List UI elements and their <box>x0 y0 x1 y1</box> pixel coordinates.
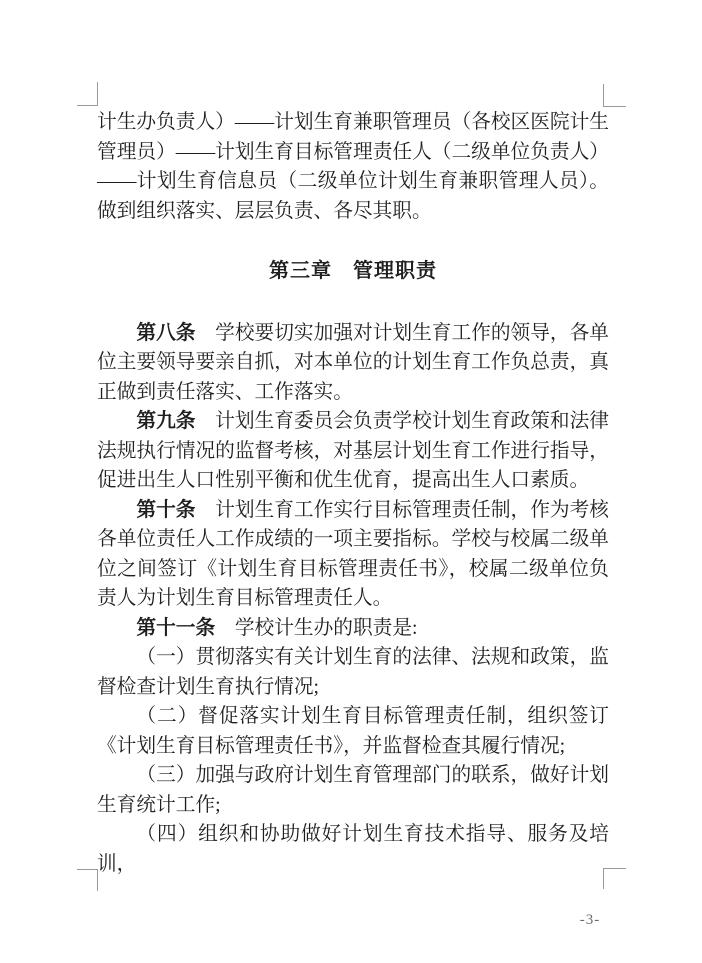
article-paragraph <box>97 407 609 496</box>
paragraph-text: （一）贯彻落实有关计划生育的法律、法规和政策，监督检查计划生育执行情况; <box>97 646 609 698</box>
clause-item-1 <box>97 643 609 702</box>
article-number: 第十条 <box>136 498 196 521</box>
chapter-heading: 第三章 管理职责 <box>269 260 437 282</box>
document-text-area <box>97 108 609 879</box>
paragraph-text: 计划生育工作实行目标管理责任制，作为考核各单位责任人工作成绩的一项主要指标。学校与校属二级单位之间签订《计划生育目标管理责任书》，校属二级单位负责人为计划生育目标管理责任人。 <box>97 498 609 609</box>
paragraph-text: 学校要切实加强对计划生育工作的领导，各单位主要领导要亲自抓，对本单位的计划生育工作负总责，真正做到责任落实、工作落实。 <box>97 321 609 403</box>
continuation-paragraph <box>97 108 609 226</box>
article-paragraph <box>97 319 609 408</box>
article-number: 第十一条 <box>136 616 216 639</box>
paragraph-text: （四）组织和协助做好计划生育技术指导、服务及培训， <box>97 823 609 875</box>
text-boundary-mark-bottom-left <box>77 869 98 891</box>
article-paragraph <box>97 614 609 644</box>
paragraph-text: 计划生育委员会负责学校计划生育政策和法律法规执行情况的监督考核，对基层计划生育工作进行指导，促进出生人口性别平衡和优生优育，提高出生人口素质。 <box>97 410 609 491</box>
article-paragraph <box>97 496 609 614</box>
paragraph-text: 学校计生办的职责是: <box>215 616 418 639</box>
clause-item-2 <box>97 702 609 761</box>
clause-item-3 <box>97 761 609 820</box>
clause-item-4 <box>97 820 609 879</box>
page-number: -3- <box>579 912 601 928</box>
text-boundary-mark-top-left <box>77 82 98 106</box>
paragraph-text: （二）督促落实计划生育目标管理责任制，组织签订《计划生育目标管理责任书》，并监督检查其履行情况; <box>97 705 609 757</box>
text-boundary-mark-top-right <box>603 84 626 107</box>
paragraph-text: （三）加强与政府计划生育管理部门的联系，做好计划生育统计工作; <box>97 764 609 816</box>
paragraph-text: 计生办负责人）——计划生育兼职管理员（各校区医院计生管理员）——计划生育目标管理责任人（二级单位负责人）——计划生育信息员（二级单位计划生育兼职管理人员）。做到组织落实、层层负责、各尽其职。 <box>97 111 609 222</box>
article-number: 第八条 <box>136 321 196 344</box>
article-number: 第九条 <box>136 410 196 432</box>
